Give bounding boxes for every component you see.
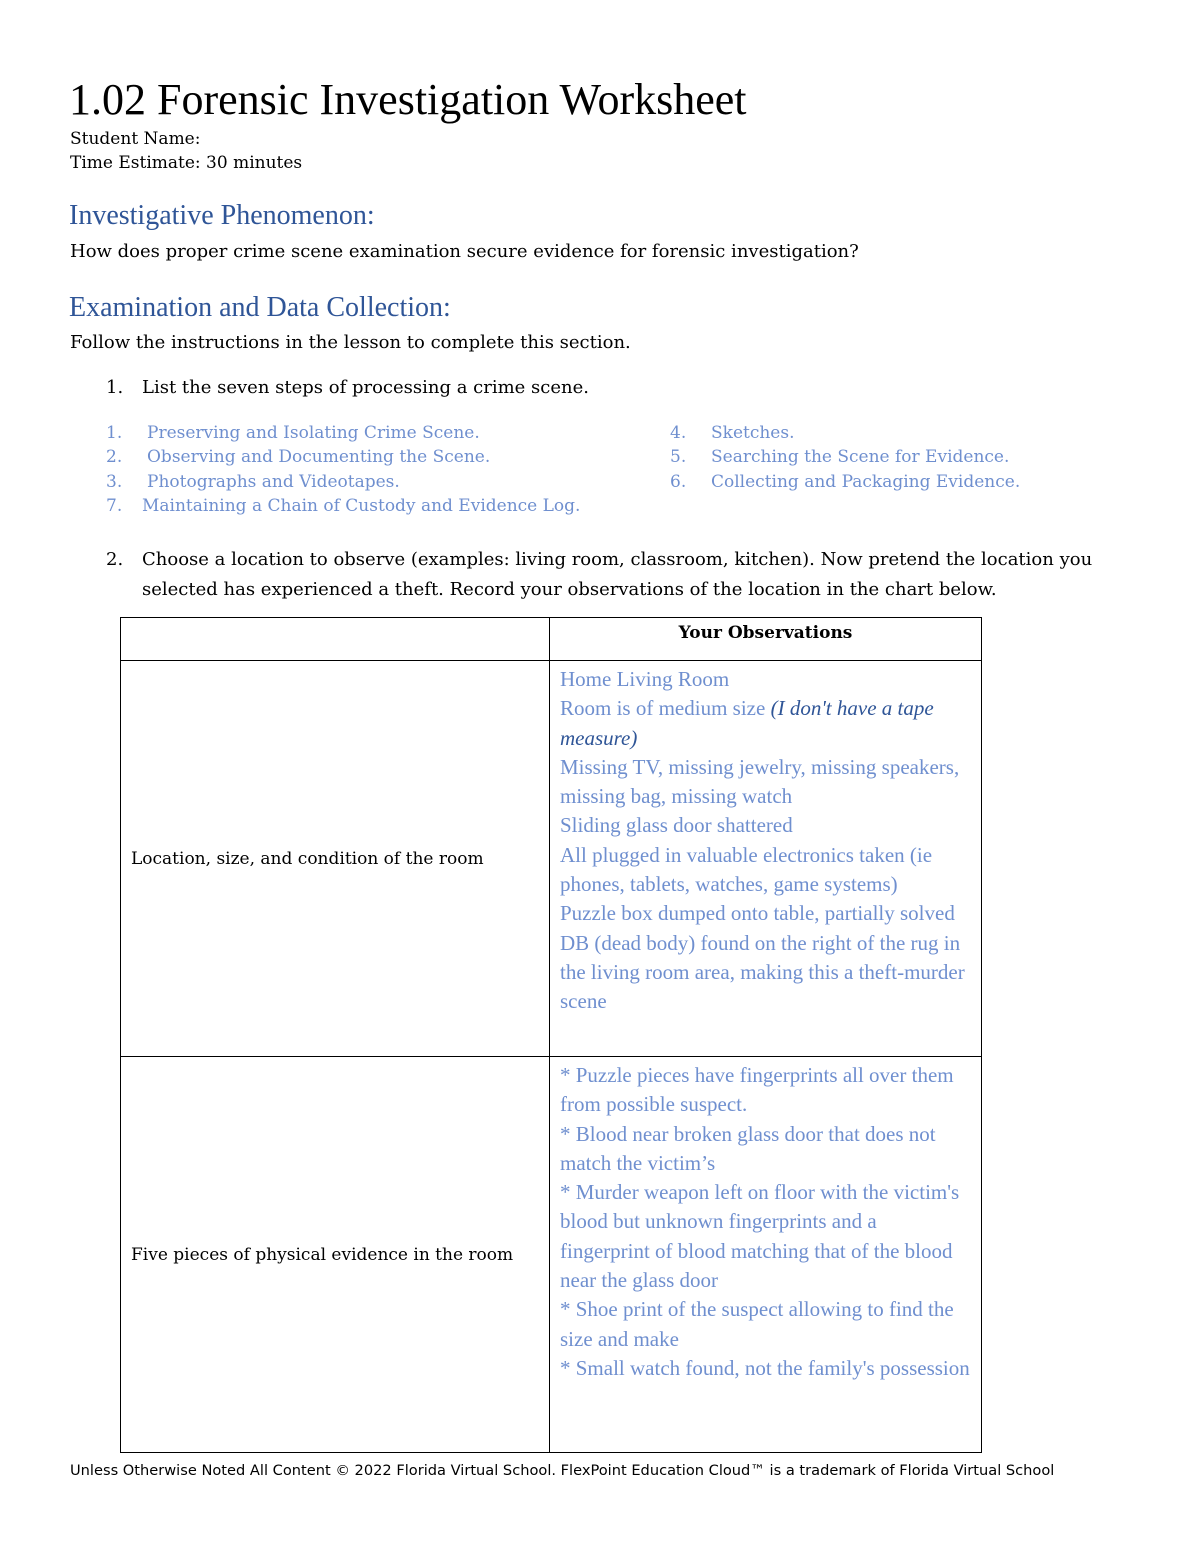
student-name-label: Student Name:	[70, 129, 201, 149]
table-header-row	[121, 618, 982, 661]
observation-line: * Blood near broken glass door that does not match the victim’s	[560, 1121, 936, 1175]
header-label: Your Observations	[678, 623, 853, 643]
observation-line: Sliding glass door shattered	[560, 813, 793, 838]
steps-column-right	[670, 421, 1090, 501]
step-number: 4.	[670, 423, 687, 443]
observation-note: (I don't have a tape measure)	[560, 696, 934, 750]
observation-line: * Puzzle pieces have fingerprints all over them from possible suspect.	[560, 1063, 954, 1117]
step-text: Maintaining a Chain of Custody and Evidence Log.	[142, 496, 581, 516]
observation-line: Puzzle box dumped onto table, partially solved	[560, 901, 955, 926]
observations-table	[120, 617, 982, 1453]
step-text: Searching the Scene for Evidence.	[711, 447, 1010, 467]
observation-text: Room is of medium size	[560, 696, 771, 721]
examination-heading: Examination and Data Collection:	[69, 292, 451, 323]
observation-line: Missing TV, missing jewelry, missing speakers, missing bag, missing watch	[560, 754, 960, 809]
phenomenon-heading: Investigative Phenomenon:	[69, 200, 375, 231]
observation-line: * Shoe print of the suspect allowing to find the size and make	[560, 1297, 954, 1351]
phenomenon-question: How does proper crime scene examination secure evidence for forensic investigation?	[70, 241, 859, 262]
observation-cell-location[interactable]	[550, 661, 982, 1057]
table-header-observations	[550, 618, 982, 661]
observation-line: * Murder weapon left on floor with the victim's blood but unknown fingerprints and a fingerprint of blood matching that of the blood near the glass door	[560, 1180, 960, 1293]
question-1-text: List the seven steps of processing a crime scene.	[142, 377, 589, 398]
time-estimate: Time Estimate: 30 minutes	[70, 153, 303, 173]
examination-instructions: Follow the instructions in the lesson to complete this section.	[70, 332, 631, 353]
step-number: 2.	[106, 447, 123, 467]
worksheet-title: 1.02 Forensic Investigation Worksheet	[69, 75, 747, 124]
step-number: 5.	[670, 447, 687, 467]
step-text: Preserving and Isolating Crime Scene.	[147, 423, 480, 443]
question-2-number: 2.	[106, 549, 124, 570]
table-header-empty	[121, 618, 550, 661]
steps-column-left	[106, 421, 646, 521]
step-text: Sketches.	[711, 423, 795, 443]
row-label-evidence: Five pieces of physical evidence in the room	[121, 1057, 550, 1453]
step-text: Photographs and Videotapes.	[147, 472, 400, 492]
observation-line: * Small watch found, not the family's possession	[560, 1355, 970, 1380]
observation-line: Home Living Room	[560, 667, 730, 691]
observation-line: All plugged in valuable electronics taken (ie phones, tablets, watches, game systems)	[560, 842, 933, 897]
row-label-location: Location, size, and condition of the room	[121, 661, 550, 1057]
table-row	[121, 661, 982, 1057]
question-2-text: Choose a location to observe (examples: living room, classroom, kitchen). Now pretend the location you selected has experienced a theft. Record your observations of the location in the chart below.	[142, 549, 1093, 600]
observation-line: DB (dead body) found on the right of the rug in the living room area, making this a theft-murder scene	[560, 930, 965, 1014]
observation-cell-evidence[interactable]	[550, 1057, 982, 1453]
step-number: 7.	[106, 496, 123, 516]
step-number: 6.	[670, 472, 687, 492]
step-number: 1.	[106, 423, 123, 443]
footer-copyright: Unless Otherwise Noted All Content © 2022 Florida Virtual School. FlexPoint Education Cloud™ is a trademark of Florida Virtual School	[70, 1462, 1055, 1479]
step-text: Observing and Documenting the Scene.	[147, 447, 491, 467]
step-number: 3.	[106, 472, 123, 492]
table-row	[121, 1057, 982, 1453]
step-text: Collecting and Packaging Evidence.	[711, 472, 1021, 492]
question-1-number: 1.	[106, 377, 124, 398]
observation-line	[560, 694, 971, 753]
